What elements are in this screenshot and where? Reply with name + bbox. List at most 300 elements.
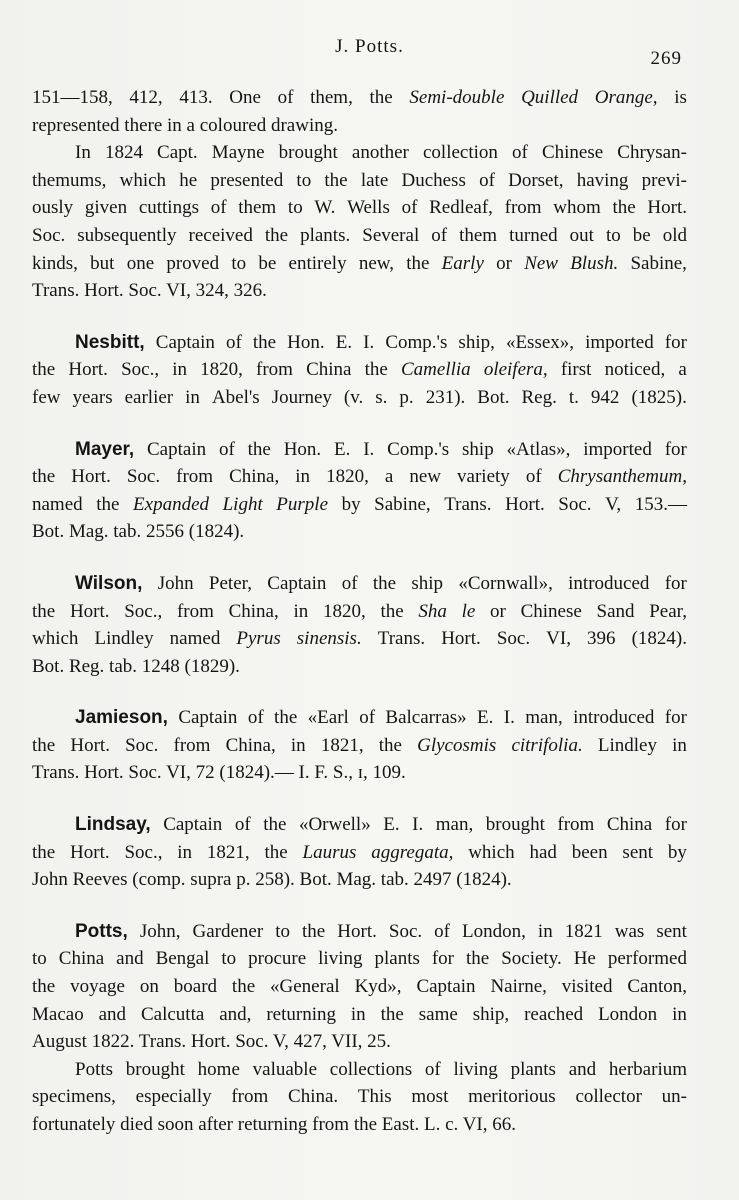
word: Hort. [70,841,110,863]
word: or [496,252,512,274]
word: introduced [568,572,650,594]
word: Jamieson, [75,707,168,729]
word: the [466,948,490,970]
word: Pyrus [236,628,281,650]
word: I. [363,438,375,460]
word: by [341,493,361,515]
text-line [32,491,687,519]
word: Redleaf, [429,197,493,219]
word: plants [374,948,420,970]
text-line [32,1083,687,1111]
word: noticed, [604,359,666,381]
word: proved [166,252,220,274]
word: for [664,438,687,460]
word: Chinese [541,142,604,164]
word: In [75,142,91,164]
word: a [384,466,394,488]
word: the [32,841,56,863]
word: the [274,707,298,729]
word: valuable [252,1058,318,1080]
word: living [453,1058,498,1080]
word: be [632,224,651,246]
word: Purple [276,493,329,515]
text-line [32,250,687,278]
word: Soc. [126,466,161,488]
word: Quilled [521,87,579,108]
word: out [569,224,594,246]
word: in [293,600,309,622]
word: procure [248,948,307,970]
word: Potts, [75,920,128,942]
word: for [664,331,687,353]
word: by [667,841,687,863]
word: plants. [300,224,351,246]
word: Macao [32,1003,84,1025]
word: Mayne [211,142,265,164]
word: p. [399,386,414,408]
word: Journey [271,386,332,408]
word: John, [139,920,181,942]
word: Bengal [155,948,210,970]
word: had [529,841,557,863]
word: especially [135,1086,212,1108]
word: Orange, [594,87,658,108]
word: «General [270,976,340,998]
word: Expanded [133,493,210,515]
word: the [96,493,120,515]
word: Lindley [94,628,154,650]
word: 1820, [322,600,366,622]
word: Laurus [302,841,357,863]
word: old [662,224,687,246]
word: or [490,600,506,622]
text-line [32,222,687,250]
word: in [537,920,553,942]
entry-lindsay [32,811,687,894]
word: from [231,1086,269,1108]
word: Light [222,493,263,515]
word: of [525,466,542,488]
word: of [424,1058,441,1080]
word: Sand [596,600,635,622]
word: Hort. [69,600,110,622]
word: from [173,734,211,756]
word: received [188,224,253,246]
text-line [32,704,687,732]
word: This [357,1086,392,1108]
text-line [32,436,687,464]
word: Sha [418,600,447,622]
word: Peter, [208,572,252,594]
word: Camellia [401,359,471,381]
word: from [176,466,214,488]
word: citrifolia. [511,734,583,756]
word: to [287,197,303,219]
word: turned [509,224,558,246]
word: 412, [129,87,163,108]
word: having [576,169,629,191]
word: the [612,197,636,219]
word: man, [435,814,474,836]
word: un- [661,1086,687,1108]
word: Several [362,224,420,246]
word: «Earl [307,707,349,729]
word: Society. [501,948,562,970]
text-line: Trans. Hort. Soc. VI, 324, 326. [32,280,267,302]
word: Captain [267,572,327,594]
word: be [258,252,277,274]
word: 942 [590,386,620,408]
word: previ- [641,169,687,191]
word: E. [334,438,351,460]
word: sent [622,841,654,863]
entry-nesbitt [32,329,687,412]
word: Soc. [558,493,592,515]
text-line: Bot. Mag. tab. 2556 (1824). [32,521,245,543]
word: oleifera, [483,359,548,381]
word: V, [605,493,622,515]
word: Lindley [597,734,657,756]
text-line [32,329,687,357]
word: for [664,572,687,594]
word: brought [278,142,338,164]
word: brought [125,1058,185,1080]
word: Dorset, [508,169,564,191]
word: Calcutta [140,1003,205,1025]
word: for [431,948,455,970]
word: performed [607,948,687,970]
word: Captain [163,814,223,836]
word: a [678,359,687,381]
word: Early [441,252,484,274]
word: in [177,841,193,863]
word: first [560,359,592,381]
word: E. [383,814,400,836]
word: of [434,920,450,942]
word: Captain [416,976,476,998]
text-line [32,139,687,167]
word: Reg. [521,386,557,408]
word: to [605,224,621,246]
word: and [568,1058,597,1080]
word: Chinese [520,600,582,622]
word: in [185,386,200,408]
word: and, [219,1003,252,1025]
text-line: represented there in a coloured drawing. [32,114,338,136]
word: plants [510,1058,556,1080]
text-line [32,384,687,412]
word: Chrysan- [617,142,687,164]
word: the [264,841,288,863]
word: Hort. [337,920,377,942]
word: sinensis. [296,628,362,650]
word: given [84,197,128,219]
word: Duchess [401,169,466,191]
word: 1821, [320,734,364,756]
word: Hort. [71,466,111,488]
word: in [295,466,311,488]
word: of [341,572,358,594]
word: introduced [573,707,655,729]
word: new [409,466,441,488]
word: of [512,142,528,164]
word: the [32,359,56,381]
word: China [606,814,653,836]
word: Lindsay, [75,814,151,836]
word: of [277,87,294,108]
text-line [32,625,687,653]
word: ship [462,438,494,460]
word: Chrysanthemum, [557,466,687,488]
word: them, [310,87,353,108]
word: Sabine, [374,493,431,515]
word: Soc., [124,600,163,622]
entry-potts [32,918,687,1056]
word: Comp.'s [387,438,450,460]
word: the [364,359,388,381]
word: aggregata, [371,841,454,863]
word: he [179,169,198,191]
word: John [157,572,194,594]
word: collector [575,1086,642,1108]
word: 151—158, [32,87,113,108]
word: the [302,920,326,942]
word: Hort. [441,628,481,650]
word: Captain [155,331,215,353]
word: Kyd», [354,976,402,998]
word: Glycosmis [417,734,497,756]
text-line: August 1822. Trans. Hort. Soc. V, 427, VII, 25. [32,1031,391,1053]
word: China [306,359,352,381]
word: Wells [347,197,390,219]
word: which [32,628,79,650]
word: Soc. [388,920,423,942]
word: t. [568,386,579,408]
word: the [231,976,256,998]
entry-wilson [32,570,687,680]
word: the [372,572,397,594]
word: the [380,1003,404,1025]
word: Nairne, [490,976,547,998]
word: to [231,252,247,274]
word: entirely [288,252,347,274]
word: I. [503,707,515,729]
word: years [72,386,113,408]
word: but [90,252,115,274]
word: «Atlas», [506,438,571,460]
word: themums, [32,169,107,191]
word: whom [553,197,601,219]
word: few [32,386,61,408]
text-line [32,194,687,222]
word: Abel's [211,386,260,408]
text-line: fortunately died soon after returning from the East. L. c. VI, 66. [32,1114,517,1135]
word: 1821, [206,841,250,863]
text-line [32,945,687,973]
word: London [598,1003,658,1025]
word: in [350,1003,366,1025]
word: Soc., [121,359,160,381]
paragraph [32,139,687,305]
word: Hort. [505,493,545,515]
word: imported [585,331,654,353]
word: of [359,707,376,729]
page-body [32,84,687,1139]
word: «Essex», [505,331,575,353]
word: of [479,169,495,191]
word: He [573,948,596,970]
word: Sabine, [630,252,687,274]
word: 1820, [200,359,243,381]
word: (1824). [631,628,687,650]
word: variety [457,466,510,488]
word: 231). [425,386,466,408]
word: visited [561,976,613,998]
word: ship, [472,1003,510,1025]
word: Captain [178,707,238,729]
word: of [218,438,235,460]
word: I. [363,331,375,353]
word: the [324,169,348,191]
word: brought [485,814,545,836]
word: 1821 [564,920,603,942]
word: I. [412,814,424,836]
word: Capt. [157,142,198,164]
word: 153.— [634,493,687,515]
word: imported [583,438,652,460]
text-line [32,463,687,491]
word: been [571,841,608,863]
word: of [431,224,448,246]
word: specimens, [32,1086,116,1108]
word: board [173,976,218,998]
text-line [32,84,687,112]
word: Potts [75,1058,114,1080]
word: returning [266,1003,336,1025]
word: Balcarras» [385,707,467,729]
word: on [139,976,159,998]
word: (v. [343,386,364,408]
word: to [275,920,290,942]
text-line [32,973,687,1001]
word: «Orwell» [298,814,371,836]
word: Gardener [192,920,264,942]
word: cuttings [138,197,199,219]
word: Hon. [283,438,322,460]
word: the [252,331,277,353]
word: Trans. [444,493,492,515]
word: of [225,331,242,353]
word: Hort. [647,197,687,219]
word: in [290,734,306,756]
word: to [296,169,312,191]
word: the [32,600,56,622]
word: is [674,87,687,108]
word: Wilson, [75,572,143,594]
word: Captain [147,438,207,460]
word: E. [477,707,494,729]
word: the [264,224,289,246]
word: Soc. [32,224,66,246]
text-line [32,811,687,839]
word: (1825). [631,386,687,408]
word: late [360,169,389,191]
word: the [369,87,393,108]
text-line [32,839,687,867]
word: China, [228,600,279,622]
word: 1820, [326,466,369,488]
word: New [524,252,558,274]
word: Soc. [125,734,159,756]
word: Hort. [68,359,108,381]
text-line [32,732,687,760]
word: collections [329,1058,413,1080]
word: ship, [458,331,495,353]
word: man, [525,707,563,729]
word: sent [656,920,687,942]
word: Trans. [377,628,426,650]
text-line: Bot. Reg. tab. 1248 (1829). [32,655,240,677]
word: from [557,814,595,836]
word: China, [225,734,276,756]
word: One [229,87,261,108]
text-line [32,167,687,195]
word: Semi-double [409,87,505,108]
word: new, [358,252,394,274]
word: subsequently [77,224,177,246]
word: the [32,466,56,488]
word: China [58,948,105,970]
word: for [664,707,687,729]
word: was [614,920,645,942]
word: named [169,628,221,650]
word: Nesbitt, [75,331,145,353]
word: the [378,734,402,756]
word: most [411,1086,449,1108]
entry-mayer [32,436,687,546]
word: China, [229,466,280,488]
word: Hort. [70,734,110,756]
word: 1824 [104,142,143,164]
word: from [504,197,542,219]
word: Canton, [627,976,687,998]
word: le [461,600,476,622]
word: which [119,169,167,191]
word: VI, [546,628,571,650]
word: Hon. [287,331,325,353]
word: to [221,948,237,970]
word: from [176,600,214,622]
word: Mayer, [75,438,135,460]
text-line [32,356,687,384]
word: ously [32,197,74,219]
word: herbarium [608,1058,687,1080]
word: one [126,252,155,274]
text-line [32,1001,687,1029]
word: and [116,948,144,970]
word: the [263,814,287,836]
word: of [234,814,251,836]
word: and [98,1003,127,1025]
word: London, [462,920,526,942]
word: collection [422,142,498,164]
word: the [247,438,271,460]
text-line: John Reeves (comp. supra p. 258). Bot. Mag. tab. 2497 (1824). [32,869,512,891]
word: meritorious [468,1086,556,1108]
word: China. [288,1086,339,1108]
word: home [197,1058,240,1080]
word: the [32,734,56,756]
